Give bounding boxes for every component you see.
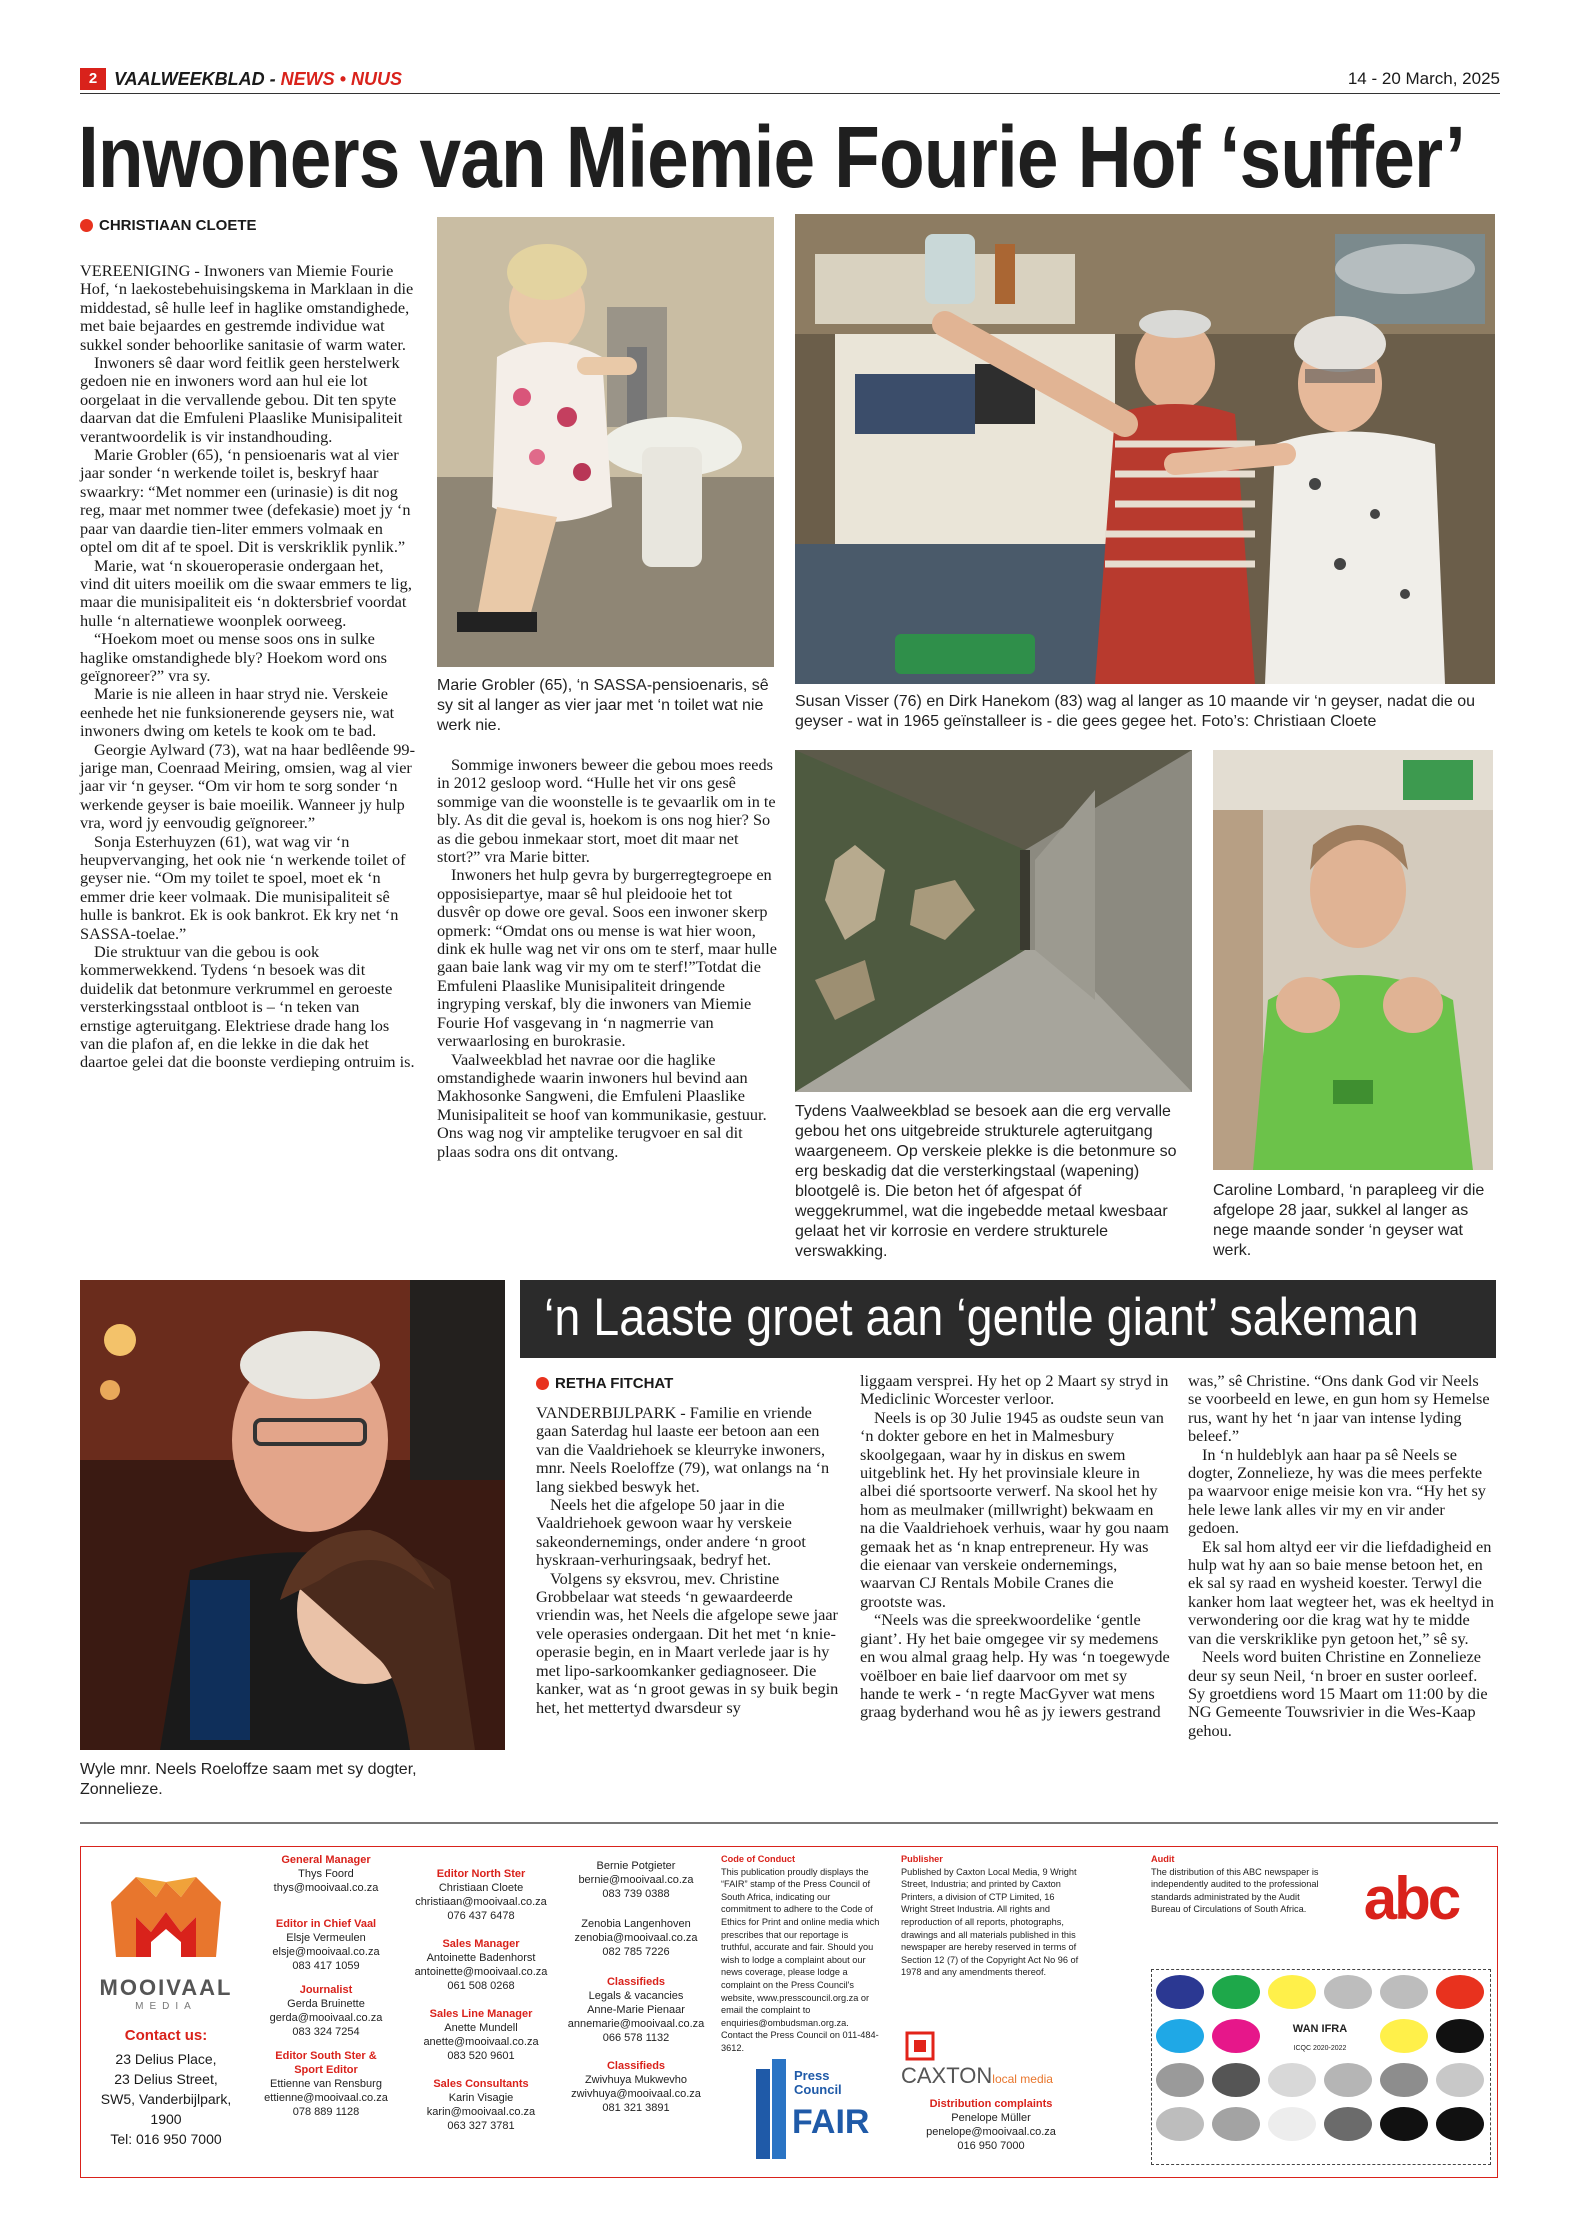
masthead-footer bbox=[80, 1846, 1498, 2178]
paragraph: Ek sal hom altyd eer vir die liefdadigheid en hulp wat hy aan so baie mense betoon het, en ek sal sy raad en wysheid koester. Terwyl die kanker hom laat wegteer het, was ek heeltyd in verwondering oor die krag wat hy te midde van die verskriklike pyn getoon het,” sê sy. bbox=[1188, 1536, 1495, 1648]
page-header bbox=[80, 64, 1500, 94]
audit-title: Audit bbox=[1151, 1854, 1175, 1864]
publisher-block bbox=[901, 1853, 1081, 1979]
logo-word: MOOIVAAL bbox=[99, 1975, 233, 2000]
paragraph: Vaalweekblad het navrae oor die haglike omstandighede waarin inwoners hul bevind aan Makhosonke Sangweni, die Emfuleni Plaaslike Munisipaliteit se hoof van kommunikasie, gestuur. Ons wag nog vir amptelike terugvoer en sal dit plaas sodra ons dit ontvang. bbox=[437, 1049, 767, 1161]
paragraph: Sonja Esterhuyzen (61), wat wag vir ‘n heupvervanging, het ook nie ‘n werkende toilet of geyser nie. “Om my toilet te spoel, moet ek ‘n emmer drie keer volmaak. Die munisipaliteit sê hulle is bankrot. Ek is ook bankrot. Ek kry net ‘n SASSA-toelae.” bbox=[80, 831, 406, 943]
story2-banner bbox=[520, 1280, 1496, 1358]
press-council-fair-logo bbox=[756, 2059, 870, 2169]
role-title: Classifieds bbox=[606, 2060, 666, 2072]
paragraph: Marie, wat ‘n skoueroperasie ondergaan het, vind dit uiters moeilik om die swaar emmers te lig, maar die munisipaliteit eis ‘n doktersbrief voordat hulle ‘n alternatiewe woonplek oorweeg. bbox=[80, 555, 412, 630]
role-title: Editor South Ster & Sport Editor bbox=[275, 2050, 377, 2076]
paragraph: Volgens sy eksvrou, mev. Christine Grobbelaar wat steeds ‘n gewaardeerde vriendin was, het Neels die afgelope sewe jaar vele operasies ondergaan. Dit het met ‘n knie-operasie begin, en in Maart verlede jaar is hy met lipo-sarkoomkanker gediagnoseer. Die kanker, wat as ‘n groot gewas in sy buik begin het, het mettertyd dwarsdeur sy bbox=[536, 1568, 839, 1717]
paper-name bbox=[114, 69, 402, 90]
paragraph: “Hoekom moet ou mense soos ons in sulke haglike omstandighede bly? Hoekom word ons geïgnoreer?” vra sy. bbox=[80, 629, 388, 685]
paragraph: Georgie Aylward (73), wat na haar bedlêende 99-jarige man, Coenraad Meiring, omsien, wag al vier jaar vir ‘n geyser. “Om vir hom te sorg sonder ‘n werkende geyser is baie moeilik. Wanneer jy hulp vra, word jy eenvoudig geïgnoreer.” bbox=[80, 739, 415, 833]
swatch-row-3 bbox=[1156, 2063, 1484, 2097]
conduct-text: This publication proudly displays the “FAIR” stamp of the Press Council of South Africa, indicating our commitment to adhere to the Code of Ethics for Print and online media which prescribes that our reportage is truthful, accurate and fair. Should you wish to lodge a complaint about our news coverage, please lodge a complaint on the Press Council's website, www.presscouncil.org.za or email the complaint to enquiries@ombudsman.org.za. Contact the Press Council on 011-484-3612. bbox=[721, 1866, 880, 2053]
paragraph: Sommige inwoners beweer die gebou moes reeds in 2012 gesloop word. “Hulle het vir ons gesê sommige van die woonstelle is te gevaarlik om in te bly. As dit die geval is, hoekom is ons nog hier? So as die gebou inmekaar stort, moet dit maar net stort?” vra Marie bitter. bbox=[437, 755, 776, 867]
story2-column-3 bbox=[1188, 1372, 1496, 1740]
color-swatch-grid bbox=[1152, 1970, 1492, 2166]
role-title: General Manager bbox=[281, 1854, 371, 1866]
paragraph: “Neels was die spreekwoordelike ‘gentle giant’. Hy het baie omgegee vir sy medemens en wou almal graag help. Hy was ‘n toegewyde voëlboer en baie lief daarvoor om met sy hande te werk - ‘n regte MacGyver wat mens graag byderhand wou hê as jy iewers gestrand bbox=[860, 1610, 1170, 1722]
role-title: Sales Line Manager bbox=[429, 2008, 533, 2020]
publisher-text: Published by Caxton Local Media, 9 Wright Street, Industria; and printed by Caxton Printers, a division of CTP Limited, 16 Wright Street Industria. All rights and reproduction of all reports, photographs, drawings and all materials published in this newspaper are hereby reserved in terms of Section 12 (7) of the Copyright Act No 96 of 1978 and any amendments thereof. bbox=[901, 1866, 1079, 1978]
paragraph: VANDERBIJLPARK - Familie en vriende gaan Saterdag hul laaste eer betoon aan een van die Vaaldriehoek se kleurryke inwoners, mnr. Neels Roeloffze (79), wat onlangs na ‘n lang siekbed beswyk het. bbox=[536, 1403, 830, 1496]
caxton-logo bbox=[899, 2031, 1099, 2091]
caption-caroline: Caroline Lombard, ‘n parapleeg vir die afgelope 28 jaar, sukkel al langer as nege maande sonder ‘n geyser wat werk. bbox=[1213, 1182, 1485, 1259]
staff-column-2: Editor North Ster Christiaan Cloete christiaan@mooivaal.co.za 076 437 6478 Sales Manager Antoinette Badenhorst antoinette@mooivaal.co.za 061 508 0268 Sales Line Manager Anette Mundell anette@mooivaal.co.za 083 520 9601 Sales Consultants Karin Visagie karin@mooivaal.co.za 063 327 3781 bbox=[406, 1867, 556, 2133]
contact-block bbox=[91, 2049, 241, 2149]
caption-marie: Marie Grobler (65), ‘n SASSA-pensioenaris, sê sy sit al langer as vier jaar met ‘n toilet wat nie werk nie. bbox=[437, 677, 769, 734]
role-title: Sales Manager bbox=[442, 1938, 520, 1950]
caption-neels: Wyle mnr. Neels Roeloffze saam met sy dogter, Zonnelieze. bbox=[80, 1761, 417, 1798]
color-control-strip bbox=[1151, 1969, 1491, 2165]
story2-column-1 bbox=[536, 1404, 841, 1717]
mooivaal-logo-icon bbox=[101, 1857, 231, 1977]
role-title: Journalist bbox=[299, 1984, 353, 1996]
staff-column-3: Bernie Potgieter bernie@mooivaal.co.za 083 739 0388 Zenobia Langenhoven zenobia@mooivaal.co.za 082 785 7226 Classifieds Legals & vacancies Anne-Marie Pienaar annemarie@mooivaal.co.za 066 578 1132 Classifieds Zwivhuya Mukwevho zwivhuya@mooivaal.co.za 081 321 3891 bbox=[561, 1859, 711, 2115]
abc-logo: abc bbox=[1363, 1865, 1459, 1932]
byline-dot-icon bbox=[80, 219, 93, 232]
dist-title: Distribution complaints bbox=[929, 2098, 1053, 2110]
role-title: Sales Consultants bbox=[433, 2078, 529, 2090]
story1-byline: CHRISTIAAN CLOETE bbox=[80, 217, 257, 234]
publisher-title: Publisher bbox=[901, 1854, 943, 1864]
contact-line: 23 Delius Street, bbox=[114, 2071, 218, 2087]
story2-column-2 bbox=[860, 1372, 1170, 1722]
paragraph: Inwoners sê daar word feitlik geen herstelwerk gedoen nie en inwoners word aan hul eie lot oorgelaat in die vervallende gebou. Dit ten spyte daarvan dat die Emfuleni Plaaslike Munisipaliteit verantwoordelik is vir instandhouding. bbox=[80, 353, 403, 446]
story2-byline: RETHA FITCHAT bbox=[536, 1375, 673, 1392]
section-label: NEWS • NUUS bbox=[280, 69, 402, 89]
paper-title: VAALWEEKBLAD - bbox=[114, 69, 281, 89]
distribution-complaints: Distribution complaints Penelope Müller penelope@mooivaal.co.za 016 950 7000 bbox=[911, 2097, 1071, 2153]
contact-line: SW5, Vanderbijlpark, bbox=[100, 2091, 232, 2107]
photo-caroline bbox=[1213, 750, 1493, 1170]
code-of-conduct bbox=[721, 1853, 881, 2055]
paragraph: liggaam versprei. Hy het op 2 Maart sy stryd in Mediclinic Worcester verloor. bbox=[860, 1371, 1169, 1409]
photo-neels-zonnelieze bbox=[80, 1280, 505, 1750]
paragraph: In ‘n huldeblyk aan haar pa sê Neels se dogter, Zonnelieze, hy was die mees perfekte pa waarvoor enige meisie kon vra. “Hy het sy hele lewe lank alles vir my en vir ander gedoen. bbox=[1188, 1444, 1486, 1538]
paragraph: Marie Grobler (65), ‘n pensioenaris wat al vier jaar sonder ‘n werkende toilet is, beskryf haar swaarkry: “Met nommer een (urinasie) is dit nog reg, maar met nommer twee (defekasie) moet jy ‘n paar van daardie tien-liter emmers volmaak en optel om dit af te spoel. Dit is verskriklik pynlik.” bbox=[80, 445, 411, 557]
photo-susan-dirk bbox=[795, 214, 1495, 684]
mooivaal-logo bbox=[101, 1857, 231, 1977]
caption-corridor: Tydens Vaalweekblad se besoek aan die erg vervalle gebou het ons uitgebreide strukturele agteruitgang waargeneem. Op verskeie plekke is die betonmure so erg beskadig dat die versterkingstaal (wapening) blootgelê is. Die beton het óf afgespat óf weggekrummel, wat die ingebedde metaal kwesbaar gelaat het vir korrosie en verdere strukturele verswakking. bbox=[795, 1103, 1177, 1260]
story1-column-2 bbox=[437, 756, 777, 1161]
photo-marie-toilet bbox=[437, 217, 774, 667]
swatch-row-4 bbox=[1156, 2107, 1484, 2141]
logo-sub: MEDIA bbox=[135, 2001, 197, 2012]
role-title: Editor in Chief Vaal bbox=[275, 1918, 377, 1930]
contact-line: 1900 bbox=[150, 2111, 182, 2127]
paragraph: Die struktuur van die gebou is ook kommerwekkend. Tydens ‘n besoek was dit duidelik dat betonmure verkrummel en geroeste versterkingsstaal ontbloot is – ‘n teken van ernstige agteruitgang. Elektriese drade hang los van die plafon af, en die lekke in die dak het daartoe gelei dat die boonste verdieping ontruim is. bbox=[80, 942, 415, 1072]
fair-text: FAIR bbox=[792, 2103, 870, 2141]
page-number: 2 bbox=[80, 68, 106, 90]
audit-block bbox=[1151, 1853, 1329, 1916]
caxton-word: CAXTONlocal media bbox=[901, 2063, 1053, 2088]
byline-dot-icon bbox=[536, 1377, 549, 1390]
paragraph: was,” sê Christine. “Ons dank God vir Neels se voorbeeld en lewe, en gun hom sy Hemelse rus, want hy het ‘n jaar van intense lyding beleef.” bbox=[1188, 1371, 1490, 1446]
story1-column-1 bbox=[80, 262, 415, 1072]
contact-title: Contact us: bbox=[124, 2027, 208, 2044]
paragraph: Marie is nie alleen in haar stryd nie. Verskeie eenhede het nie funksionerende geysers nie, wat inwoners dwing om ketels te kook om te bad. bbox=[80, 684, 395, 741]
story1-headline: Inwoners van Miemie Fourie Hof ‘suffer’ bbox=[78, 109, 1465, 206]
photo-corridor bbox=[795, 750, 1192, 1092]
swatch-row-1 bbox=[1156, 1975, 1484, 2009]
story2-headline: ‘n Laaste groet aan ‘gentle giant’ sakeman bbox=[544, 1288, 1419, 1347]
footer-divider bbox=[80, 1822, 1498, 1824]
svg-text:WAN IFRA: WAN IFRA bbox=[1292, 2023, 1348, 2035]
role-title: Classifieds bbox=[606, 1976, 666, 1988]
caption-susan-dirk: Susan Visser (76) en Dirk Hanekom (83) wag al langer as 10 maande vir ‘n geyser, nadat die ou geyser - wat in 1965 geïnstalleer is - die gees gegee het. Foto’s: Christiaan Cloete bbox=[795, 693, 1476, 730]
paragraph: Inwoners het hulp gevra by burgerregtegroepe en opposisiepartye, maar sê hul pleidooie het tot dusvêr op dowe ore geval. Soos een inwoner skerp opmerk: “Omdat ons ou mense is wat hier woon, dink ek hulle wag net vir ons om te sterf, maar hulle gaan baie lank wag vir my om te sterf!”Totdat die Emfuleni Plaaslike Munisipaliteit dringende ingryping verskaf, bly die inwoners van Miemie Fourie Hof vasgevang in ‘n nagmerrie van verwaarlosing en burokrasie. bbox=[437, 865, 778, 1051]
press-council-text: Press Council bbox=[794, 2068, 842, 2097]
paragraph: Neels is op 30 Julie 1945 as oudste seun van ‘n dokter gebore en het in Malmesbury skoolgegaan, waar hy in diskus en swem uitgeblink het. Hy het provinsiale kleure in albei dié sportsoorte verwerf. Na skool het hy hom as meulmaker (millwright) bekwaam en na die Vaaldriehoek verhuis, waar hy gou naam gemaak het as ‘n knap entrepreneur. Hy was die eienaar van verskeie ondernemings, waarvan CJ Rentals Mobile Cranes die grootste was. bbox=[860, 1407, 1169, 1611]
issue-date: 14 - 20 March, 2025 bbox=[1347, 69, 1500, 88]
contact-line: 23 Delius Place, bbox=[115, 2051, 217, 2067]
staff-column-1: General Manager Thys Foord thys@mooivaal.co.za Editor in Chief Vaal Elsje Vermeulen elsje@mooivaal.co.za 083 417 1059 Journalist Gerda Bruinette gerda@mooivaal.co.za 083 324 7254 Editor South Ster & Sport Editor Ettienne van Rensburg ettienne@mooivaal.co.za 078 889 1128 bbox=[251, 1853, 401, 2119]
role-title: Editor North Ster bbox=[436, 1868, 526, 1880]
conduct-title: Code of Conduct bbox=[721, 1854, 795, 1864]
paragraph: Neels het die afgelope 50 jaar in die Vaaldriehoek gewoon waar hy verskeie sakeondernemings, onder andere ‘n groot hyskraan-verhuringsaak, bedryf het. bbox=[536, 1495, 806, 1570]
svg-text:ICQC 2020-2022: ICQC 2020-2022 bbox=[1293, 2045, 1347, 2052]
contact-line: Tel: 016 950 7000 bbox=[110, 2131, 222, 2147]
audit-text: The distribution of this ABC newspaper is independently audited to the professional standards administrated by the Audit Bureau of Circulations of South Africa. bbox=[1151, 1866, 1319, 1915]
paragraph: Neels word buiten Christine en Zonnelieze deur sy seun Neil, ‘n broer en suster oorleef. Sy groetdiens word 15 Maart om 11:00 by die NG Gemeente Touwsrivier in die Wes-Kaap gehou. bbox=[1188, 1647, 1488, 1740]
caxton-emblem-icon bbox=[905, 2031, 935, 2061]
paragraph: VEREENIGING - Inwoners van Miemie Fourie Hof, ‘n laekostebehuisingskema in Marklaan in die middestad, sê hulle leef in haglike omstandighede, met baie bejaardes en gestremde individue wat sukkel sonder behoorlike sanitasie of warm water. bbox=[80, 261, 414, 354]
